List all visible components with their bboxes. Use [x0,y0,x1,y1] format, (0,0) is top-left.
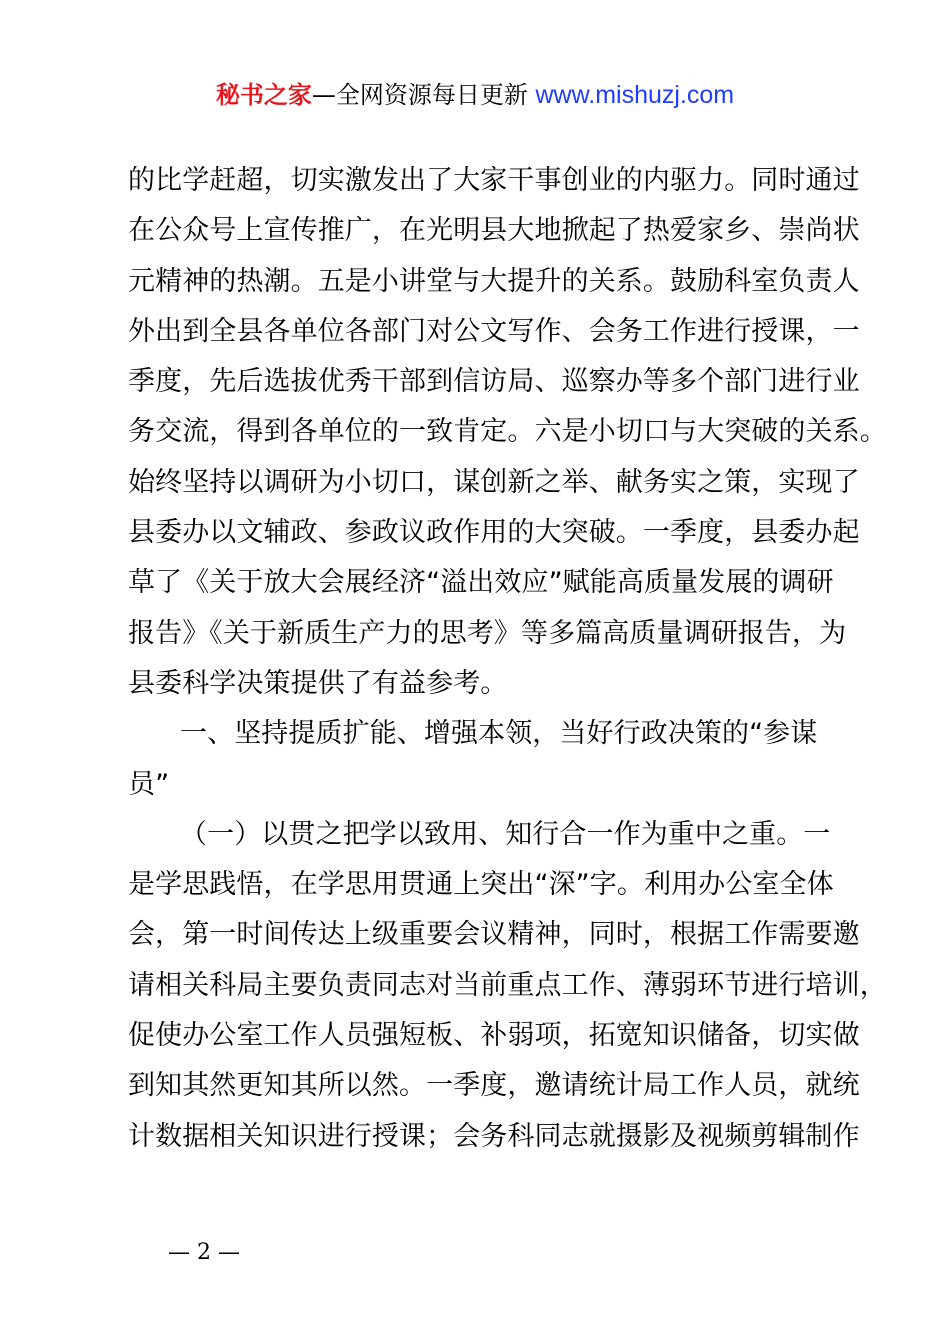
section-heading-continued: 员” [128,768,170,800]
body-line: 县委办以文辅政、参政议政作用的大突破。一季度，县委办起 [128,517,860,549]
body-line: 县委科学决策提供了有益参考。 [128,667,508,699]
section-heading: 一、坚持提质扩能、增强本领，当好行政决策的“参谋 [180,718,818,750]
body-line: 外出到全县各单位各部门对公文写作、会务工作进行授课，一 [128,315,860,347]
page-number: — 2 — [168,1240,240,1265]
body-line: 草了《关于放大会展经济“溢出效应”赋能高质量发展的调研 [128,567,834,599]
body-line: 计数据相关知识进行授课；会务科同志就摄影及视频剪辑制作 [128,1120,860,1152]
header-url[interactable]: www.mishuzj.com [535,81,735,109]
body-line: 务交流，得到各单位的一致肯定。六是小切口与大突破的关系。 [128,416,887,448]
body-line: 的比学赶超，切实激发出了大家干事创业的内驱力。同时通过 [128,165,860,196]
page-header [0,78,950,112]
body-line: 始终坚持以调研为小切口，谋创新之举、献务实之策，实现了 [128,466,860,498]
body-line: 请相关科局主要负责同志对当前重点工作、薄弱环节进行培训， [128,969,887,1001]
header-brand: 秘书之家 [215,81,312,109]
body-line: 季度，先后选拔优秀干部到信访局、巡察办等多个部门进行业 [128,366,860,398]
body-line: 在公众号上宣传推广，在光明县大地掀起了热爱家乡、崇尚状 [128,215,860,247]
document-body [128,156,887,1162]
body-line: 促使办公室工作人员强短板、补弱项，拓宽知识储备，切实做 [128,1020,860,1052]
body-line: 元精神的热潮。五是小讲堂与大提升的关系。鼓励科室负责人 [128,265,860,297]
subsection-heading: （一）以贯之把学以致用、知行合一作为重中之重。一 [180,818,831,850]
header-tagline: —全网资源每日更新 [311,81,528,109]
body-line: 是学思践悟，在学思用贯通上突出“深”字。利用办公室全体 [128,869,834,901]
body-line: 会，第一时间传达上级重要会议精神，同时，根据工作需要邀 [128,919,860,951]
body-line: 报告》《关于新质生产力的思考》等多篇高质量调研报告，为 [128,617,847,649]
body-line: 到知其然更知其所以然。一季度，邀请统计局工作人员，就统 [128,1070,860,1102]
